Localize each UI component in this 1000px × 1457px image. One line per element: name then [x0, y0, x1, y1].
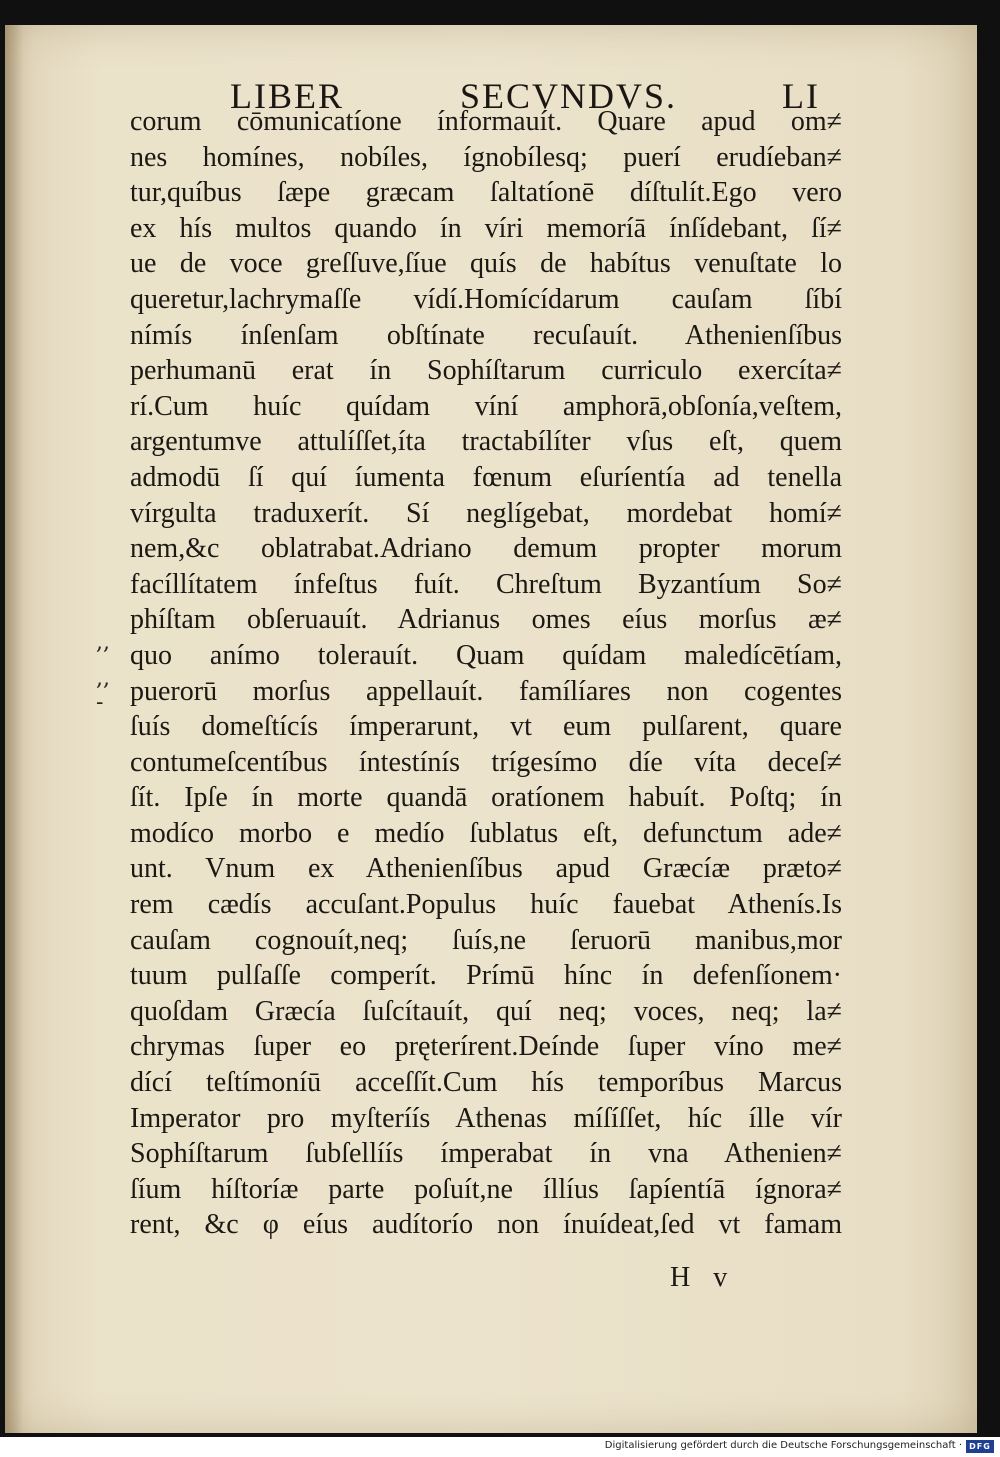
- margin-quote-mark: ,,: [96, 666, 110, 691]
- text-line: contumeſcentíbus íntestínís trígesímo díe víta deceſ≠: [130, 746, 842, 778]
- running-head-center: SECVNDVS.: [460, 76, 678, 116]
- running-head-left: LIBER: [230, 76, 344, 116]
- text-line: nes homínes, nobíles, ígnobílesq; puerí erudíeban≠: [130, 141, 842, 173]
- text-line: quoſdam Græcía ſuſcítauít, quí neq; voces, neq; la≠: [130, 995, 842, 1027]
- text-line: modíco morbo e medío ſublatus eſt, defunctum ade≠: [130, 817, 842, 849]
- text-line: ue de voce greſſuve,ſíue quís de habítus venuſtate lo: [130, 248, 842, 280]
- text-line: ſíum híſtoríæ parte poſuít,ne íllíus ſapíentíā ígnora≠: [130, 1173, 842, 1205]
- text-line: cauſam cognouít,neq; ſuís,ne ſeruorū manibus,mor: [130, 924, 842, 956]
- funding-credit: Digitalisierung gefördert durch die Deutsche Forschungsgemeinschaft ·: [604, 1440, 962, 1451]
- text-line: rem cædís accuſant.Populus huíc fauebat Athenís.Is: [130, 889, 842, 921]
- text-line: facíllítatem ínfeſtus fuít. Chreſtum Byzantíum So≠: [130, 568, 842, 600]
- text-line: tur,quíbus ſæpe græcam ſaltatíonē díſtulít.Ego vero: [130, 177, 842, 209]
- dfg-logo-icon: DFG: [966, 1440, 994, 1453]
- footer-bar: [0, 1437, 1000, 1457]
- text-line: rent, &c φ eíus audítorío non ínuídeat,ſed vt famam: [130, 1209, 842, 1241]
- catchword: H v: [670, 1262, 736, 1293]
- text-line: nímís ínſenſam obſtínate recuſauít. Athenienſíbus: [130, 319, 842, 351]
- text-line: queretur,lachrymaſſe vídí.Homícídarum cauſam ſíbí: [130, 283, 842, 315]
- text-line: unt. Vnum ex Athenienſíbus apud Græcíæ præto≠: [130, 853, 842, 885]
- text-line: Imperator pro myſteríís Athenas míſíſſet, híc ílle vír: [130, 1102, 842, 1134]
- text-line: perhumanū erat ín Sophíſtarum curriculo exercíta≠: [130, 355, 842, 387]
- text-line: admodū ſí quí íumenta fœnum eſuríentía ad tenella: [130, 461, 842, 493]
- text-line: chrymas ſuper eo pręterírent.Deínde ſuper víno me≠: [130, 1031, 842, 1063]
- text-line: ſít. Ipſe ín morte quandā oratíonem habuít. Poſtq; ín: [130, 782, 842, 814]
- text-line: quo anímo tolerauít. Quam quídam maledícētíam,: [130, 639, 842, 671]
- body-text: [130, 104, 842, 1243]
- margin-dash-mark: -: [96, 690, 104, 715]
- text-line: phíſtam obſeruauít. Adrianus omes eíus morſus æ≠: [130, 604, 842, 636]
- text-line: vírgulta traduxerít. Sí neglígebat, mordebat homí≠: [130, 497, 842, 529]
- text-line: rí.Cum huíc quídam víní amphorā,obſonía,veſtem,: [130, 390, 842, 422]
- folio-number: LI: [782, 76, 820, 116]
- text-line: dící teſtímoníū acceſſít.Cum hís temporíbus Marcus: [130, 1067, 842, 1099]
- margin-marks: [96, 0, 130, 1457]
- text-line: nem,&c oblatrabat.Adriano demum propter morum: [130, 533, 842, 565]
- text-line: ſuís domeſtícís ímperarunt, vt eum pulſarent, quare: [130, 711, 842, 743]
- text-line: corum cōmunicatíone ínformauít. Quare apud om≠: [130, 106, 842, 137]
- text-line: tuum pulſaſſe comperít. Prímū hínc ín defenſíonem·: [130, 960, 842, 992]
- text-line: ex hís multos quando ín víri memoríā ínſídebant, ſí≠: [130, 212, 842, 244]
- text-line: puerorū morſus appellauít. famílíares non cogentes: [130, 675, 842, 707]
- text-line: Sophíſtarum ſubſellíís ímperabat ín vna Athenien≠: [130, 1138, 842, 1170]
- margin-quote-mark: ,,: [96, 630, 110, 655]
- text-line: argentumve attulíſſet,íta tractabílíter vſus eſt, quem: [130, 426, 842, 458]
